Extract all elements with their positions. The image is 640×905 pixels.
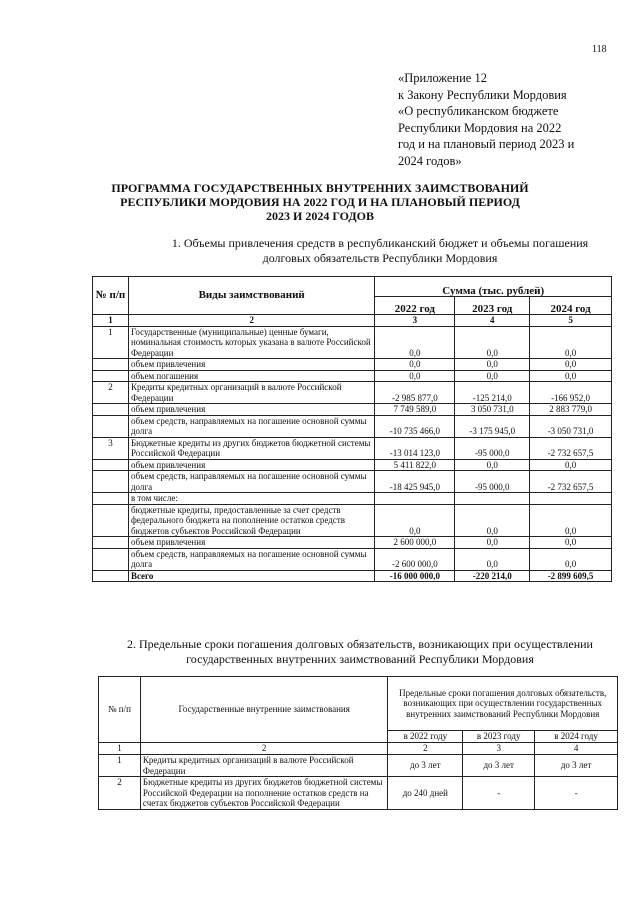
row-number xyxy=(93,370,129,382)
header-sum: Сумма (тыс. рублей) xyxy=(375,277,612,297)
table-row xyxy=(93,459,612,471)
index-cell: 2 xyxy=(140,743,388,755)
value-2024: -2 732 657,5 xyxy=(530,437,612,459)
table-row xyxy=(93,493,612,505)
header-type: Виды заимствований xyxy=(128,277,375,315)
header-terms: Предельные сроки погашения долговых обязательств, возникающих при осуществлении государственных внутренних заимствований Республики Мордовия xyxy=(388,677,618,731)
row-number: 3 xyxy=(93,437,129,459)
repayment-terms-table xyxy=(98,676,618,810)
section1-heading xyxy=(150,236,610,266)
value-2022 xyxy=(375,493,455,505)
row-name: объем погашения xyxy=(128,370,375,382)
value-2024: 0,0 xyxy=(530,370,612,382)
header-type: Государственные внутренние заимствования xyxy=(140,677,388,743)
row-name: объем средств, направляемых на погашение основной суммы долга xyxy=(128,548,375,570)
value-2024: 0,0 xyxy=(530,459,612,471)
value-2024: -3 050 731,0 xyxy=(530,415,612,437)
table-row xyxy=(93,437,612,459)
value-2022: -18 425 945,0 xyxy=(375,471,455,493)
appendix-line: «О республиканском бюджете xyxy=(398,104,559,118)
term-2024: - xyxy=(535,777,618,810)
appendix-line: год и на плановый период 2023 и xyxy=(398,137,575,151)
header-year: в 2024 году xyxy=(535,731,618,743)
header-year: в 2023 году xyxy=(463,731,535,743)
index-cell: 3 xyxy=(463,743,535,755)
row-name: Бюджетные кредиты из других бюджетов бюджетной системы Российской Федерации xyxy=(128,437,375,459)
value-2024: 0,0 xyxy=(530,326,612,359)
table-row xyxy=(93,471,612,493)
header-year: 2022 год xyxy=(375,297,455,315)
row-name: объем средств, направляемых на погашение основной суммы долга xyxy=(128,471,375,493)
title-line: ПРОГРАММА ГОСУДАРСТВЕННЫХ ВНУТРЕННИХ ЗАИМСТВОВАНИЙ xyxy=(111,181,529,195)
value-2022: 0,0 xyxy=(375,359,455,371)
table-row xyxy=(93,404,612,416)
value-2023: 0,0 xyxy=(455,370,530,382)
value-2024: 2 883 779,0 xyxy=(530,404,612,416)
appendix-note xyxy=(398,70,618,169)
row-name: в том числе: xyxy=(128,493,375,505)
row-number xyxy=(93,404,129,416)
appendix-line: к Закону Республики Мордовия xyxy=(398,87,567,102)
row-number: 2 xyxy=(99,777,141,810)
row-number xyxy=(93,570,129,582)
value-2023: -95 000,0 xyxy=(455,437,530,459)
term-2023: до 3 лет xyxy=(463,755,535,777)
value-2023: 0,0 xyxy=(455,359,530,371)
section1-heading-line: 1. Объемы привлечения средств в республиканский бюджет и объемы погашения xyxy=(171,236,589,250)
index-cell: 5 xyxy=(530,315,612,327)
table-row xyxy=(93,370,612,382)
value-2023 xyxy=(455,493,530,505)
value-2022: -2 600 000,0 xyxy=(375,548,455,570)
table-row xyxy=(93,326,612,359)
header-num: № п/п xyxy=(93,277,129,315)
total-2022: -16 000 000,0 xyxy=(375,570,455,582)
term-2023: - xyxy=(463,777,535,810)
row-number xyxy=(93,504,129,537)
index-cell: 2 xyxy=(388,743,463,755)
value-2022: 0,0 xyxy=(375,370,455,382)
section2-heading xyxy=(100,637,620,667)
table-row xyxy=(93,382,612,404)
row-name: Бюджетные кредиты из других бюджетов бюджетной системы Российской Федерации на пополнение остатков средств на счетах бюджетов субъектов Российской Федерации xyxy=(140,777,388,810)
row-number: 1 xyxy=(93,326,129,359)
value-2023: 0,0 xyxy=(455,459,530,471)
value-2024: -166 952,0 xyxy=(530,382,612,404)
value-2022: 0,0 xyxy=(375,326,455,359)
term-2022: до 3 лет xyxy=(388,755,463,777)
header-year: в 2022 году xyxy=(388,731,463,743)
row-number xyxy=(93,537,129,549)
index-cell: 1 xyxy=(99,743,141,755)
table-row xyxy=(99,755,618,777)
header-year: 2023 год xyxy=(455,297,530,315)
header-year: 2024 год xyxy=(530,297,612,315)
value-2024: 0,0 xyxy=(530,359,612,371)
document-title xyxy=(90,181,550,223)
row-number: 1 xyxy=(99,755,141,777)
title-line: 2023 И 2024 ГОДОВ xyxy=(266,209,374,223)
value-2023: 0,0 xyxy=(455,504,530,537)
table-row xyxy=(93,504,612,537)
total-label: Всего xyxy=(128,570,375,582)
row-number xyxy=(93,471,129,493)
value-2022: 2 600 000,0 xyxy=(375,537,455,549)
row-name: объем привлечения xyxy=(128,359,375,371)
row-number xyxy=(93,493,129,505)
row-name: объем средств, направляемых на погашение основной суммы долга xyxy=(128,415,375,437)
term-2024: до 3 лет xyxy=(535,755,618,777)
section1-heading-line: долговых обязательств Республики Мордовия xyxy=(262,251,498,265)
appendix-line: «Приложение 12 xyxy=(398,71,487,85)
row-name: объем привлечения xyxy=(128,404,375,416)
borrowing-volumes-table xyxy=(92,276,612,582)
value-2023: -3 175 945,0 xyxy=(455,415,530,437)
index-cell: 3 xyxy=(375,315,455,327)
value-2023: 0,0 xyxy=(455,537,530,549)
table-row xyxy=(93,548,612,570)
index-cell: 2 xyxy=(128,315,375,327)
value-2024: 0,0 xyxy=(530,548,612,570)
row-name: Государственные (муниципальные) ценные бумаги, номинальная стоимость которых указана в валюте Российской Федерации xyxy=(128,326,375,359)
header-num: № п/п xyxy=(99,677,141,743)
row-name: объем привлечения xyxy=(128,537,375,549)
value-2022: -13 014 123,0 xyxy=(375,437,455,459)
value-2022: -10 735 466,0 xyxy=(375,415,455,437)
index-cell: 4 xyxy=(535,743,618,755)
appendix-line: Республики Мордовия на 2022 xyxy=(398,120,562,135)
table-row xyxy=(93,359,612,371)
row-number xyxy=(93,459,129,471)
row-name: Кредиты кредитных организаций в валюте Российской Федерации xyxy=(140,755,388,777)
table-row xyxy=(93,537,612,549)
row-number xyxy=(93,359,129,371)
value-2023: 0,0 xyxy=(455,326,530,359)
section2-heading-line: 2. Предельные сроки погашения долговых обязательств, возникающих при осуществлении xyxy=(127,637,593,651)
page-number: 118 xyxy=(592,44,607,55)
row-number xyxy=(93,548,129,570)
row-number: 2 xyxy=(93,382,129,404)
total-row xyxy=(93,570,612,582)
value-2022: -2 985 877,0 xyxy=(375,382,455,404)
value-2024 xyxy=(530,493,612,505)
value-2023: 0,0 xyxy=(455,548,530,570)
value-2023: -95 000,0 xyxy=(455,471,530,493)
appendix-line: 2024 годов» xyxy=(398,153,462,168)
total-2023: -220 214,0 xyxy=(455,570,530,582)
row-name: объем привлечения xyxy=(128,459,375,471)
value-2024: -2 732 657,5 xyxy=(530,471,612,493)
index-cell: 1 xyxy=(93,315,129,327)
value-2024: 0,0 xyxy=(530,537,612,549)
title-line: РЕСПУБЛИКИ МОРДОВИЯ НА 2022 ГОД И НА ПЛАНОВЫЙ ПЕРИОД xyxy=(120,195,520,209)
value-2022: 0,0 xyxy=(375,504,455,537)
value-2024: 0,0 xyxy=(530,504,612,537)
index-cell: 4 xyxy=(455,315,530,327)
table-row xyxy=(99,777,618,810)
section2-heading-line: государственных внутренних заимствований Республики Мордовия xyxy=(186,652,534,666)
table-row xyxy=(93,415,612,437)
row-number xyxy=(93,415,129,437)
value-2023: 3 050 731,0 xyxy=(455,404,530,416)
row-name: бюджетные кредиты, предоставленные за счет средств федерального бюджета на пополнение остатков средств бюджетов субъектов Российской Федерации xyxy=(128,504,375,537)
value-2022: 7 749 589,0 xyxy=(375,404,455,416)
value-2022: 5 411 822,0 xyxy=(375,459,455,471)
total-2024: -2 899 609,5 xyxy=(530,570,612,582)
value-2023: -125 214,0 xyxy=(455,382,530,404)
term-2022: до 240 дней xyxy=(388,777,463,810)
row-name: Кредиты кредитных организаций в валюте Российской Федерации xyxy=(128,382,375,404)
